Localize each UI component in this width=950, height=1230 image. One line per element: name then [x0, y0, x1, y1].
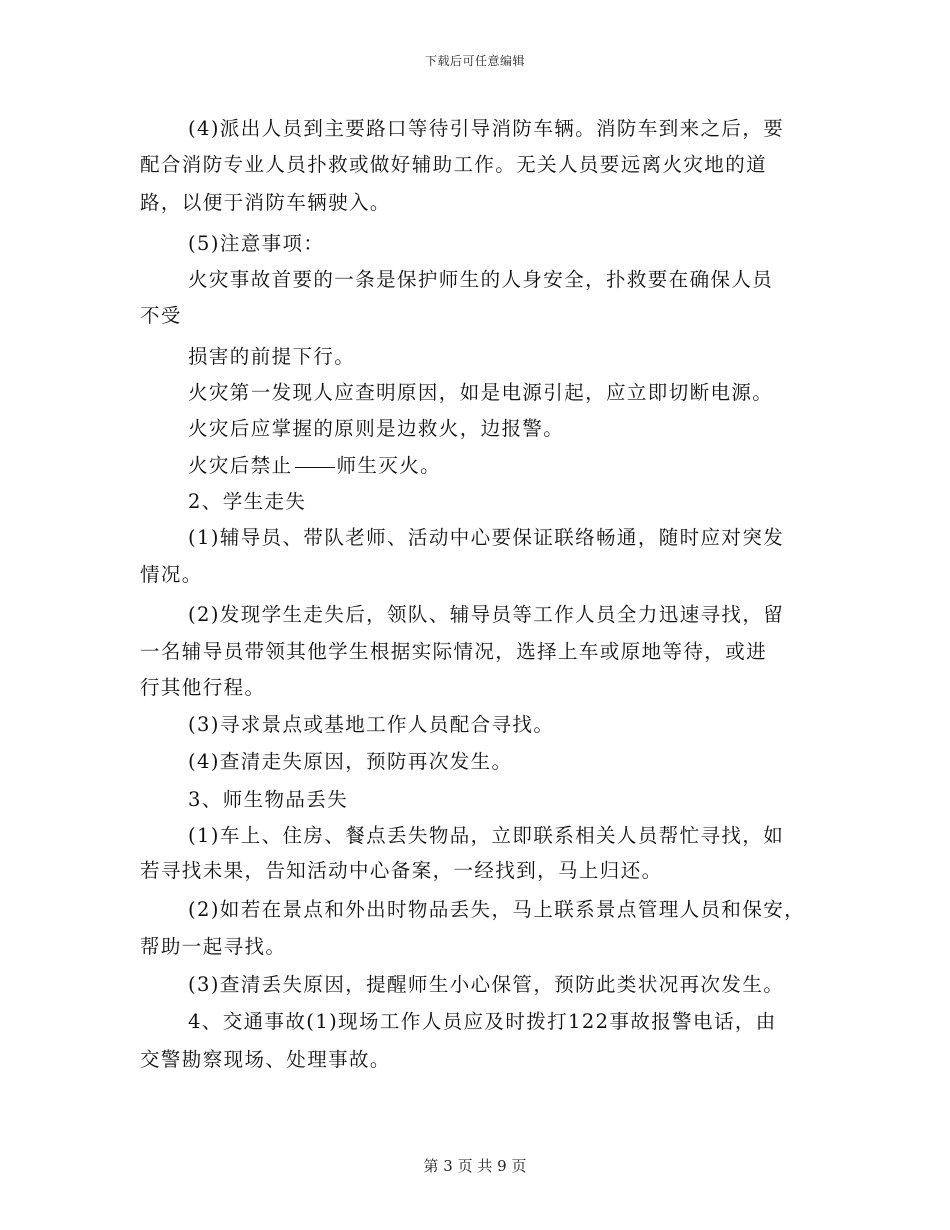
- fill-blank-prefix: 火灾后禁止: [188, 454, 293, 477]
- paragraph-line: 火灾事故首要的一条是保护师生的人身安全，扑救要在确保人员: [188, 268, 774, 291]
- paragraph-line: 损害的前提下行。: [188, 345, 356, 368]
- paragraph-line: 不受: [140, 304, 182, 327]
- section-heading: 4、交通事故(1)现场工作人员应及时拨打122事故报警电话，由: [188, 1010, 777, 1033]
- header-note: 下载后可任意编辑: [424, 54, 525, 68]
- paragraph-line: (1)辅导员、带队老师、活动中心要保证联络畅通，随时应对突发: [188, 526, 785, 549]
- paragraph-line: 若寻找未果，告知活动中心备案，一经找到，马上归还。: [140, 859, 663, 882]
- paragraph-line: 配合消防专业人员扑救或做好辅助工作。无关人员要远离火灾地的道: [140, 153, 768, 176]
- fill-blank-line: [188, 450, 441, 478]
- paragraph-line: 交警勘察现场、处理事故。: [140, 1048, 391, 1071]
- section-heading: 2、学生走失: [188, 490, 307, 513]
- paragraph-line: 行其他行程。: [140, 676, 266, 699]
- page-number: 第 3 页 共 9 页: [423, 1157, 527, 1175]
- paragraph-line: 帮助一起寻找。: [140, 935, 287, 958]
- paragraph-line: (3)查清丢失原因，提醒师生小心保管，预防此类状况再次发生。: [188, 973, 785, 996]
- paragraph-line: 火灾第一发现人应查明原因，如是电源引起，应立即切断电源。: [188, 381, 774, 404]
- fill-blank-underline: [295, 466, 335, 468]
- paragraph-line: (1)车上、住房、餐点丢失物品，立即联系相关人员帮忙寻找，如: [188, 824, 785, 847]
- section-heading: 3、师生物品丢失: [188, 788, 349, 811]
- paragraph-line: (2)如若在景点和外出时物品丢失，马上联系景点管理人员和保安，: [188, 898, 806, 921]
- paragraph-line: (4)派出人员到主要路口等待引导消防车辆。消防车到来之后，要: [188, 117, 785, 140]
- paragraph-line: 路，以便于消防车辆驶入。: [140, 191, 391, 214]
- paragraph-line: (3)寻求景点或基地工作人员配合寻找。: [188, 713, 555, 736]
- fill-blank-suffix: 师生灭火。: [336, 454, 442, 477]
- paragraph-line: 火灾后应掌握的原则是边救火，边报警。: [188, 417, 565, 440]
- paragraph-line: 一名辅导员带领其他学生根据实际情况，选择上车或原地等待，或进: [140, 640, 768, 663]
- paragraph-line: (2)发现学生走失后，领队、辅导员等工作人员全力迅速寻找，留: [188, 603, 785, 626]
- paragraph-line: 情况。: [140, 563, 203, 586]
- paragraph-line: (4)查清走失原因，预防再次发生。: [188, 750, 513, 773]
- paragraph-line: (5)注意事项：: [188, 232, 325, 255]
